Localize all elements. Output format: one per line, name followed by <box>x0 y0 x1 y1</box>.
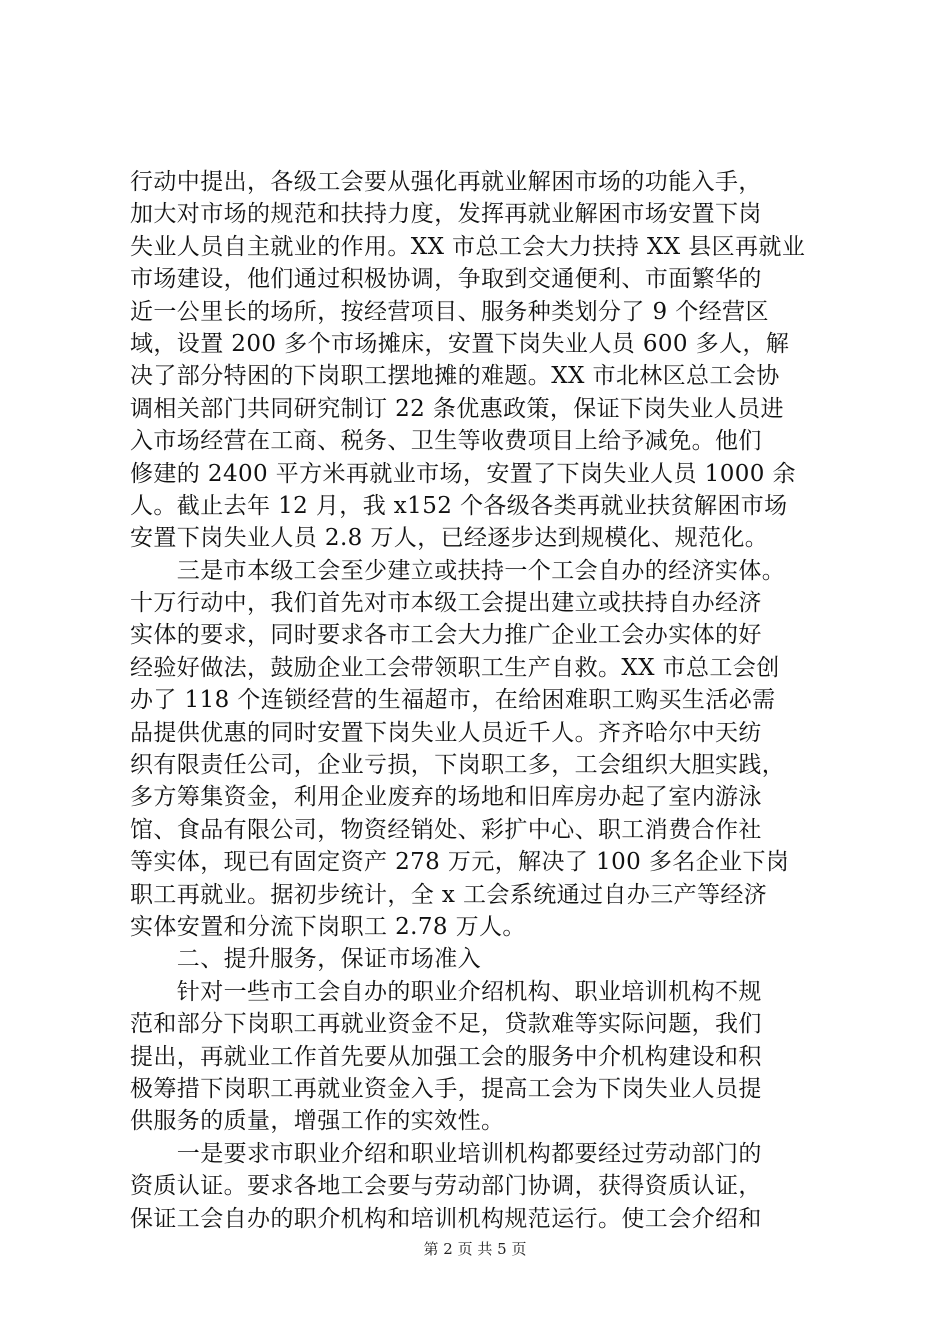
text-line: 提出，再就业工作首先要从加强工会的服务中介机构建设和积 <box>130 1043 762 1070</box>
text-line: 十万行动中，我们首先对市本级工会提出建立或扶持自办经济 <box>130 590 762 617</box>
text-line: 极筹措下岗职工再就业资金入手，提高工会为下岗失业人员提 <box>130 1075 762 1102</box>
text-line: 市场建设，他们通过积极协调，争取到交通便利、市面繁华的 <box>130 266 762 293</box>
text-line: 职工再就业。据初步统计，全 x 工会系统通过自办三产等经济 <box>130 881 768 908</box>
text-line: 品提供优惠的同时安置下岗失业人员近千人。齐齐哈尔中天纺 <box>130 719 762 746</box>
text-line: 资质认证。要求各地工会要与劳动部门协调，获得资质认证， <box>130 1173 762 1200</box>
text-line: 加大对市场的规范和扶持力度，发挥再就业解困市场安置下岗 <box>130 201 762 228</box>
text-line: 安置下岗失业人员 2.8 万人，已经逐步达到规模化、规范化。 <box>130 525 769 552</box>
text-line: 针对一些市工会自办的职业介绍机构、职业培训机构不规 <box>130 978 762 1005</box>
section-heading: 二、提升服务，保证市场准入 <box>130 946 481 973</box>
text-line: 范和部分下岗职工再就业资金不足，贷款难等实际问题，我们 <box>130 1011 762 1038</box>
text-line: 经验好做法，鼓励企业工会带领职工生产自救。XX 市总工会创 <box>130 654 780 681</box>
text-line: 一是要求市职业介绍和职业培训机构都要经过劳动部门的 <box>130 1140 762 1167</box>
text-line: 供服务的质量，增强工作的实效性。 <box>130 1108 505 1135</box>
text-line: 等实体，现已有固定资产 278 万元，解决了 100 多名企业下岗 <box>130 849 790 876</box>
text-line: 办了 118 个连锁经营的生福超市，在给困难职工购买生活必需 <box>130 687 776 714</box>
text-line: 决了部分特困的下岗职工摆地摊的难题。XX 市北林区总工会协 <box>130 363 780 390</box>
text-line: 实体安置和分流下岗职工 2.78 万人。 <box>130 913 526 940</box>
page-number-footer: 第 2 页 共 5 页 <box>423 1240 527 1258</box>
document-body <box>130 166 842 1235</box>
text-line: 调相关部门共同研究制订 22 条优惠政策，保证下岗失业人员进 <box>130 395 784 422</box>
text-line: 馆、食品有限公司，物资经销处、彩扩中心、职工消费合作社 <box>130 816 762 843</box>
text-line: 织有限责任公司，企业亏损，下岗职工多，工会组织大胆实践， <box>130 752 786 779</box>
text-line: 近一公里长的场所，按经营项目、服务种类划分了 9 个经营区 <box>130 298 769 325</box>
text-line: 保证工会自办的职介机构和培训机构规范运行。使工会介绍和 <box>130 1205 762 1232</box>
text-line: 失业人员自主就业的作用。XX 市总工会大力扶持 XX 县区再就业 <box>130 233 806 260</box>
text-line: 域，设置 200 多个市场摊床，安置下岗失业人员 600 多人，解 <box>130 330 790 357</box>
text-line: 行动中提出，各级工会要从强化再就业解困市场的功能入手， <box>130 169 762 195</box>
text-line: 三是市本级工会至少建立或扶持一个工会自办的经济实体。 <box>130 557 786 584</box>
text-line: 入市场经营在工商、税务、卫生等收费项目上给予减免。他们 <box>130 428 762 455</box>
text-line: 实体的要求，同时要求各市工会大力推广企业工会办实体的好 <box>130 622 762 649</box>
text-line: 人。截止去年 12 月，我 x152 个各级各类再就业扶贫解困市场 <box>130 492 788 519</box>
text-line: 多方筹集资金，利用企业废弃的场地和旧库房办起了室内游泳 <box>130 784 762 811</box>
text-line: 修建的 2400 平方米再就业市场，安置了下岗失业人员 1000 余 <box>130 460 796 487</box>
